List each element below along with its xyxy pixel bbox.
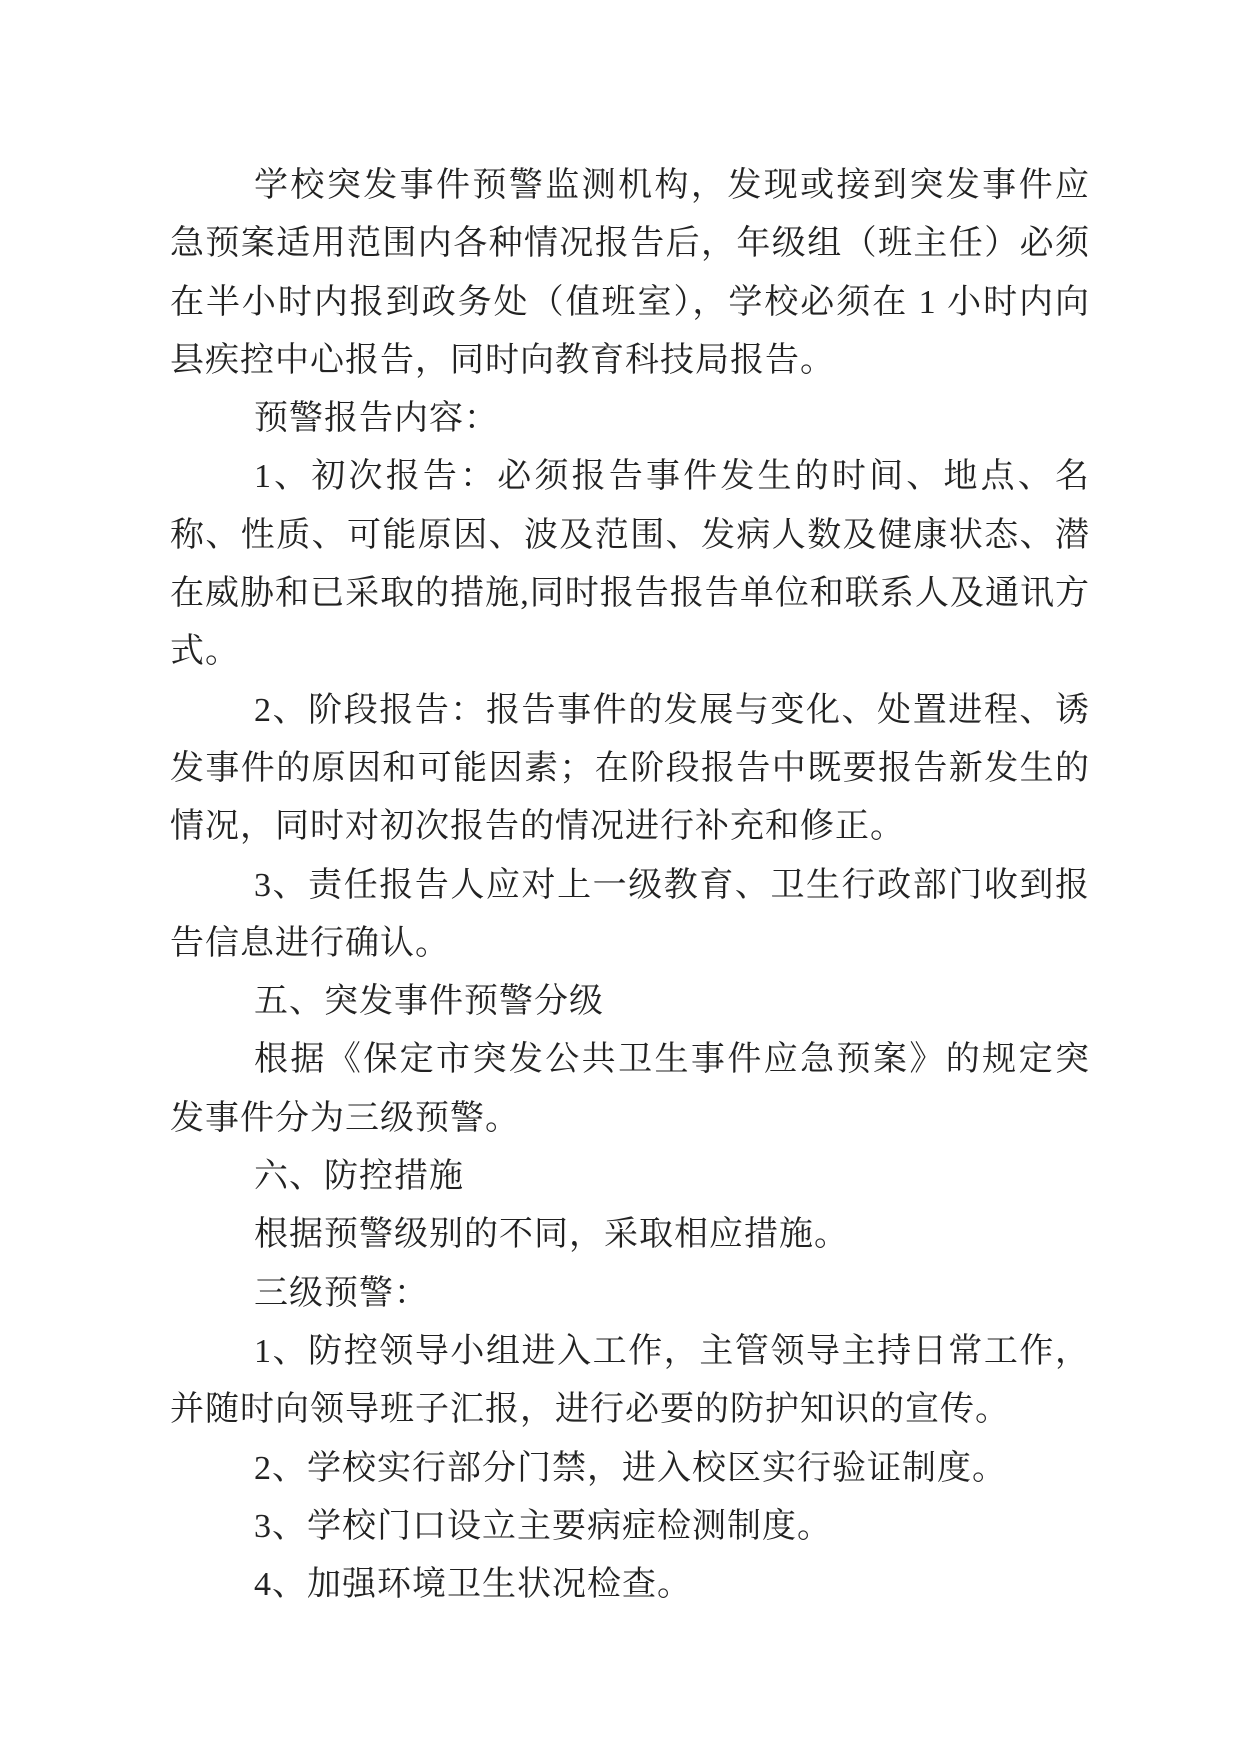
paragraph: 三级预警： (254, 1274, 429, 1312)
paragraph: 2、阶段报告：报告事件的发展与变化、处置进程、诱发事件的原因和可能因素；在阶段报告中既要报告新发生的情况，同时对初次报告的情况进行补充和修正。 (170, 691, 1090, 846)
paragraph: 根据《保定市突发公共卫生事件应急预案》的规定突发事件分为三级预警。 (170, 1041, 1090, 1137)
paragraph: 4、加强环境卫生状况检查。 (254, 1566, 692, 1604)
paragraph: 2、学校实行部分门禁，进入校区实行验证制度。 (254, 1449, 1007, 1487)
document-body (170, 157, 1090, 1614)
paragraph: 学校突发事件预警监测机构，发现或接到突发事件应急预案适用范围内各种情况报告后，年级组（班主任）必须在半小时内报到政务处（值班室），学校必须在 1 小时内向县疾控中心报告，同时向教育科技局报告。 (170, 167, 1090, 379)
paragraph: 1、防控领导小组进入工作，主管领导主持日常工作，并随时向领导班子汇报，进行必要的防护知识的宣传。 (170, 1332, 1090, 1429)
paragraph: 五、突发事件预警分级 (254, 983, 604, 1021)
paragraph: 根据预警级别的不同，采取相应措施。 (254, 1216, 849, 1254)
paragraph: 3、学校门口设立主要病症检测制度。 (254, 1507, 832, 1545)
paragraph: 1、初次报告：必须报告事件发生的时间、地点、名称、性质、可能原因、波及范围、发病人数及健康状态、潜在威胁和已采取的措施,同时报告报告单位和联系人及通讯方式。 (170, 458, 1090, 671)
paragraph: 3、责任报告人应对上一级教育、卫生行政部门收到报告信息进行确认。 (170, 866, 1090, 962)
paragraph: 预警报告内容： (254, 400, 499, 438)
paragraph: 六、防控措施 (254, 1158, 464, 1196)
